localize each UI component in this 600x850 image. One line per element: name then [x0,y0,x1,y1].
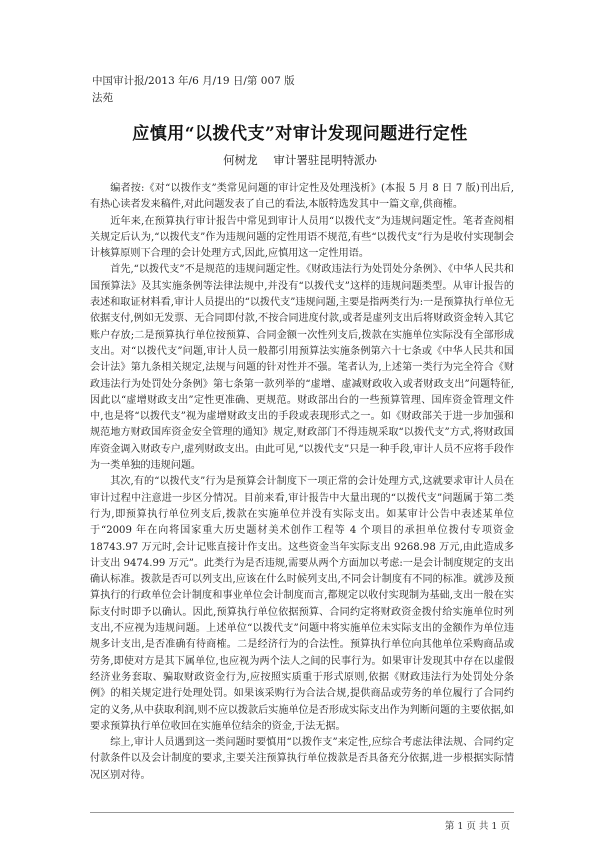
article-body [90,181,514,784]
body-paragraph: 综上,审计人员遇到这一类问题时要慎用“以拨作支”来定性,应综合考虑法律法规、合同约定付款条件以及会计制度的要求,主要关注预算执行单位拨款是否具备充分依据,进一步根据实际情况区别对待。 [90,737,514,781]
body-paragraph: 近年来,在预算执行审计报告中常见到审计人员用“以拨代支”为违规问题定性。笔者查阅相关规定后认为,“以拨代支”作为违规问题的定性用语不规范,有些“以拨代支”行为是收付实现制会计核算原则下合理的会计处理方式,因此,应慎用这一定性用语。 [90,215,514,260]
section-label: 法苑 [92,92,113,104]
body-paragraph: 首先,“以拨代支”不是规范的违规问题定性。《财政违法行为处罚处分条例》、《中华人民共和国预算法》及其实施条例等法律法规中,并没有“以拨代支”这样的违规问题类型。从审计报告的表述和取证材料看,审计人员提出的“以拨代支”违规问题,主要是指两类行为:一是预算执行单位无依据支付,例如无发票、无合同即付款,不按合同进度付款,或者是虚列支出后将财政资金转入其它账户存放;二是预算执行单位按预算、合同金额一次性列支后,拨款在实施单位实际没有全部形成支出。对“以拨代支”问题,审计人员一般都引用预算法实施条例第六十七条或《中华人民共和国会计法》第九条相关规定,法规与问题的针对性并不强。笔者认为,上述第一类行为完全符合《财政违法行为处罚处分条例》第七条第一款列举的“虚增、虚减财政收入或者财政支出”问题特征,因此以“虚增财政支出”定性更准确、更规范。财政部出台的一些预算管理、国库资金管理文件中,也是将“以拨代支”视为虚增财政支出的手段或表现形式之一。如《财政部关于进一步加强和规范地方财政国库资金安全管理的通知》规定,财政部门不得违规采取“以拨代支”方式,将财政国库资金调入财政专户,虚列财政支出。由此可见,“以拨代支”只是一种手段,审计人员不应将手段作为一类单独的违规问题。 [90,264,514,472]
footer-divider [90,812,514,813]
page-number: 第 1 页 共 1 页 [444,821,510,832]
author-affiliation: 审计署驻昆明特派办 [273,153,377,167]
author-name: 何树龙 [223,153,258,167]
source-line: 中国审计报/2013 年/6 月/19 日/第 007 版 [92,75,295,87]
editor-note: 编者按:《对“以拨作支”类常见问题的审计定性及处理浅析》(本报 5 月 8 日 7 版)刊出后,有热心读者发来稿件,对此问题发表了自己的看法,本版特选发其中一篇文章,供商榷。 [90,183,514,211]
byline [0,152,600,168]
body-paragraph: 其次,有的“以拨代支”行为是预算会计制度下一项正常的会计处理方式,这就要求审计人员在审计过程中注意进一步区分情况。目前来看,审计报告中大量出现的“以拨代支”问题属于第二类行为,即预算执行单位列支后,拨款在实施单位并没有实际支出。如某审计公告中表述某单位于“2009 年在向将国家重大历史题材美术创作工程等 4 个项目的承担单位拨付专项资金 18743.97 万元时,会计记账直接计作支出。这些资金当年实际支出 9268.98 万元,由此造成多计支出 9474.99 万元”。此类行为是否违规,需要从两个方面加以考虑:一是会计制度规定的支出确认标准。拨款是否可以列支出,应该在什么时候列支出,不同会计制度有不同的标准。就涉及预算执行的行政单位会计制度和事业单位会计制度而言,都规定以收付实现制为基础,支出一般在实际支付时即予以确认。因此,预算执行单位依据预算、合同约定将财政资金拨付给实施单位时列支出,不应视为违规问题。上述单位“以拨代支”问题中将实施单位未实际支出的金额作为单位违规多计支出,是否准确有待商榷。二是经济行为的合法性。预算执行单位向其他单位采购商品或劳务,即使对方是其下属单位,也应视为两个法人之间的民事行为。如果审计发现其中存在以虚假经济业务套取、骗取财政资金行为,应按照实质重于形式原则,依据《财政违法行为处罚处分条例》的相关规定进行处理处罚。如果该采购行为合法合规,提供商品或劳务的单位履行了合同约定的义务,从中获取利润,则不应以拨款后实施单位是否形成实际支出作为判断问题的主要依据,如要求预算执行单位收回在实施单位结余的资金,于法无据。 [90,476,514,732]
document-meta [92,73,295,107]
article-title: 应慎用“以拨代支”对审计发现问题进行定性 [132,124,468,144]
